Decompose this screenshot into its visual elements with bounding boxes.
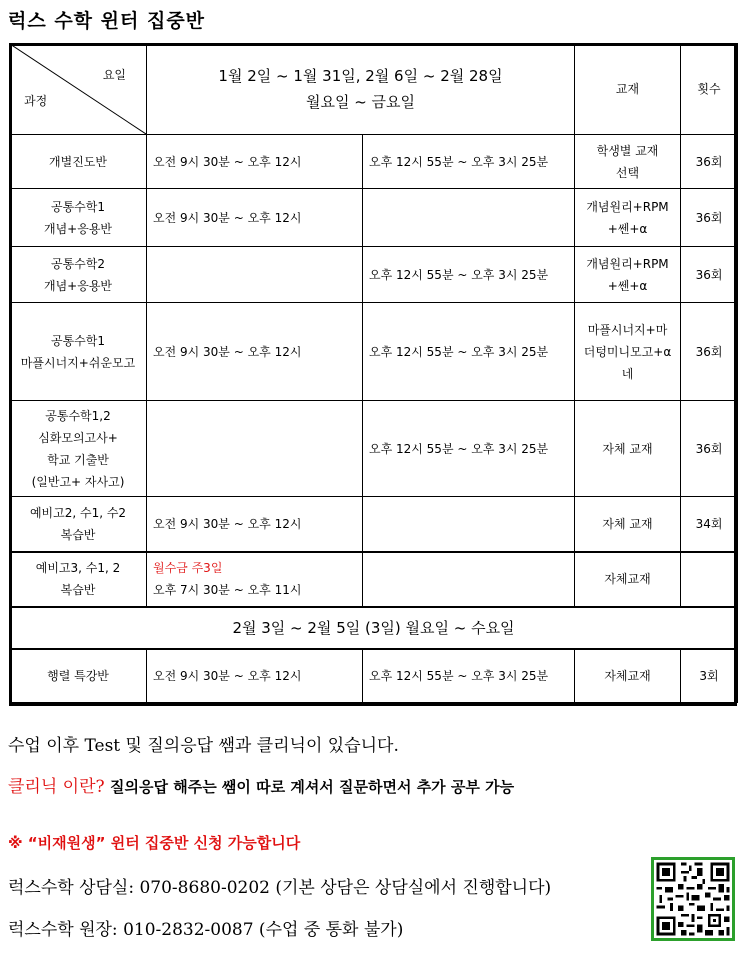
director-phone: 럭스수학 원장: 010-2832-0087 (수업 중 통화 불가) [8,920,404,940]
count-cell: 36회 [681,247,738,303]
days-note: 월수금 주3일 [153,561,223,575]
clinic-info: 수업 이후 Test 및 질의응답 쌤과 클리닉이 있습니다. [8,736,399,756]
count-cell: 36회 [681,189,738,247]
book-cell: 학생별 교재 선택 [575,135,681,189]
count-cell: 36회 [681,303,738,401]
period-dates: 1월 2일 ~ 1월 31일, 2월 6일 ~ 2월 28일 [218,67,503,85]
am-time: 오전 9시 30분 ~ 오후 12시 [147,135,363,189]
pm-time: 오후 12시 55분 ~ 오후 3시 25분 [363,247,575,303]
pm-time: 오후 12시 55분 ~ 오후 3시 25분 [363,649,575,703]
course-name: 예비고3, 수1, 2 복습반 [10,552,147,607]
book-cell: 자체교재 [575,649,681,703]
clinic-answer: 질의응답 해주는 쌤이 따로 계셔서 질문하면서 추가 공부 가능 [110,778,515,796]
book-cell: 개념원리+RPM +쎈+α [575,189,681,247]
pm-time: 오후 12시 55분 ~ 오후 3시 25분 [363,303,575,401]
counsel-phone: 럭스수학 상담실: 070-8680-0202 (기본 상담은 상담실에서 진행합니다) [8,878,552,898]
pm-time: 오후 12시 55분 ~ 오후 3시 25분 [363,135,575,189]
page-title: 럭스 수학 윈터 집중반 [8,10,206,32]
clinic-explain [8,772,514,797]
course-name: 공통수학1 개념+응용반 [10,189,147,247]
corner-day-label: 요일 [102,68,126,82]
course-name: 행렬 특강반 [10,649,147,703]
am-time: 오전 9시 30분 ~ 오후 12시 [147,497,363,552]
count-cell: 34회 [681,497,738,552]
count-cell: 36회 [681,135,738,189]
period-days: 월요일 ~ 금요일 [305,93,416,111]
special-period: 2월 3일 ~ 2월 5일 (3일) 월요일 ~ 수요일 [10,607,738,649]
book-cell: 자체교재 [575,552,681,607]
corner-course-label: 과정 [24,94,48,108]
book-cell: 개념원리+RPM +쎈+α [575,247,681,303]
am-time: 월수금 주3일 오후 7시 30분 ~ 오후 11시 [147,552,363,607]
book-header: 교재 [575,44,681,135]
book-cell: 자체 교재 [575,497,681,552]
am-time: 오전 9시 30분 ~ 오후 12시 [147,649,363,703]
table-frame [9,43,737,706]
count-header: 횟수 [681,44,738,135]
am-time: 오전 9시 30분 ~ 오후 12시 [147,189,363,247]
non-member-notice: ※ “비재원생” 윈터 집중반 신청 가능합니다 [8,834,301,852]
am-time: 오전 9시 30분 ~ 오후 12시 [147,303,363,401]
course-name: 예비고2, 수1, 수2 복습반 [10,497,147,552]
book-cell: 마플시너지+마 더텅미니모고+α 네 [575,303,681,401]
book-cell: 자체 교재 [575,401,681,497]
count-cell: 3회 [681,649,738,703]
course-name: 개별진도반 [10,135,147,189]
course-name: 공통수학1 마플시너지+쉬운모고 [10,303,147,401]
count-cell: 36회 [681,401,738,497]
course-name: 공통수학1,2 심화모의고사+ 학교 기출반 (일반고+ 자사고) [10,401,147,497]
pm-time: 오후 12시 55분 ~ 오후 3시 25분 [363,401,575,497]
clinic-question: 클리닉 이란? [8,777,105,797]
qr-code-icon[interactable] [651,857,735,941]
course-name: 공통수학2 개념+응용반 [10,247,147,303]
